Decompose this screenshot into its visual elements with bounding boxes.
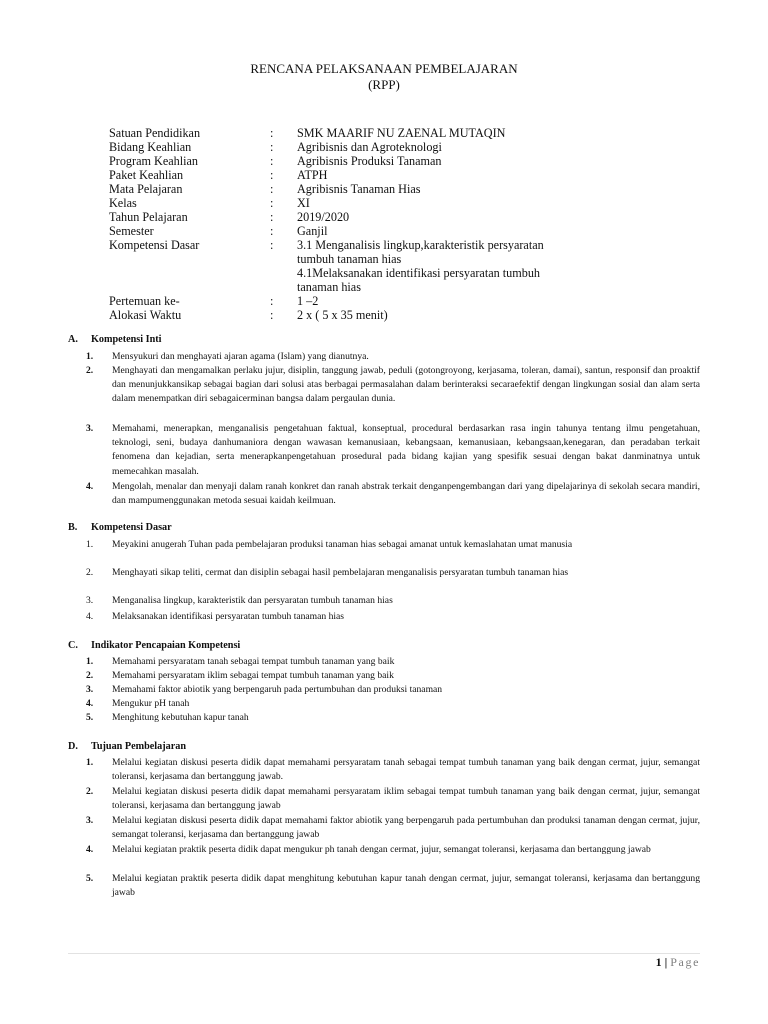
identity-value: 1 –2 <box>297 294 319 308</box>
identity-colon: : <box>270 168 274 182</box>
identity-colon: : <box>270 196 274 210</box>
identity-value: Agribisnis dan Agroteknologi <box>297 140 442 154</box>
identity-label: Kelas <box>109 196 137 210</box>
page-number: 1 <box>655 955 662 969</box>
identity-colon: : <box>270 294 274 308</box>
identity-value: tumbuh tanaman hias <box>297 252 402 266</box>
list-item-text: Menghayati sikap teliti, cermat dan disiplin sebagai hasil pembelajaran menganalisis persyaratan tumbuh tanaman hias <box>112 567 569 578</box>
list-item-text: Mensyukuri dan menghayati ajaran agama (Islam) yang dianutnya. <box>112 351 369 362</box>
section-title: Tujuan Pembelajaran <box>91 741 186 752</box>
identity-colon: : <box>270 238 274 252</box>
section-letter: A. <box>68 334 78 345</box>
identity-value: Agribisnis Produksi Tanaman <box>297 154 442 168</box>
identity-colon: : <box>270 140 274 154</box>
list-item-text: Menghitung kebutuhan kapur tanah <box>112 712 249 723</box>
footer-separator: | <box>664 955 668 969</box>
identity-label: Tahun Pelajaran <box>109 210 188 224</box>
list-item-number: 3. <box>86 815 94 826</box>
identity-label: Alokasi Waktu <box>109 308 182 322</box>
page-footer <box>600 955 700 970</box>
list-item-number: 3. <box>86 423 94 434</box>
list-item-number: 3. <box>86 684 94 695</box>
list-item-text: Menganalisa lingkup, karakteristik dan persyaratan tumbuh tanaman hias <box>112 595 393 606</box>
identity-value: 2019/2020 <box>297 210 350 224</box>
identity-value: Agribisnis Tanaman Hias <box>297 182 421 196</box>
identity-value: 3.1 Menganalisis lingkup,karakteristik persyaratan <box>297 238 544 252</box>
list-item-number: 1. <box>86 539 94 550</box>
identity-value: Ganjil <box>297 224 328 238</box>
section-title: Kompetensi Inti <box>91 334 162 345</box>
list-item-number: 2. <box>86 567 94 578</box>
list-item-text: Meyakini anugerah Tuhan pada pembelajaran produksi tanaman hias sebagai amanat untuk kemaslahatan umat manusia <box>112 539 573 550</box>
section-letter: B. <box>68 522 78 533</box>
list-item-number: 2. <box>86 365 94 376</box>
section-title: Indikator Pencapaian Kompetensi <box>91 640 241 651</box>
section-title: Kompetensi Dasar <box>91 522 172 533</box>
list-item-text: Melalui kegiatan diskusi peserta didik dapat memahami persyaratam iklim sebagai tempat tumbuh tanaman yang baik dengan cermat, jujur, semangat toleransi, kerjasama dan bertanggung jawab <box>112 786 700 812</box>
identity-value: 2 x ( 5 x 35 menit) <box>297 308 388 322</box>
list-item-number: 4. <box>86 481 94 492</box>
list-item-text: Memahami persyaratam tanah sebagai tempat tumbuh tanaman yang baik <box>112 656 395 667</box>
section-letter: C. <box>68 640 78 651</box>
identity-value: SMK MAARIF NU ZAENAL MUTAQIN <box>297 126 506 140</box>
list-item-text: Memahami, menerapkan, menganalisis pengetahuan faktual, konseptual, procedural berdasarkan rasa ingin tahunya tentang ilmu pengetahuan, teknologi, seni, budaya danhumaniora dengan wawasan kemanusiaan, kebangsaan, kemanusiaan, kebangsaan,kenegaran, dan peradaban terkait fenomena dan kejadian, serta menerapkanpengetahuan prosedural pada bidang kajian yang spesifik sesuai dengan bakat danminatnya untuk memecahkan masalah. <box>112 423 700 477</box>
identity-label: Pertemuan ke- <box>109 294 180 308</box>
list-item-text: Melaksanakan identifikasi persyaratan tumbuh tanaman hias <box>112 611 345 622</box>
identity-colon: : <box>270 210 274 224</box>
list-item-text: Melalui kegiatan praktik peserta didik dapat menghitung kebutuhan kapur tanah dengan cermat, jujur, semangat toleransi, kerjasama dan bertanggung jawab <box>112 873 700 899</box>
document-subtitle: (RPP) <box>368 77 400 92</box>
list-item-text: Menghayati dan mengamalkan perlaku jujur, disiplin, tanggung jawab, peduli (gotongroyong, kerjasama, toleran, damai), santun, responsif dan proaktif dan menunjukkansikap sebagai bagian dari solusi atas berbagai permasalahan dalam berinteraksi secaraefektif dengan lingkungan sosial dan alam serta dalam menempatkan diri sebagaicerminan bangsa dalam pergaulan dunia. <box>112 365 700 405</box>
identity-label: Program Keahlian <box>109 154 199 168</box>
list-item-number: 5. <box>86 873 94 884</box>
identity-value: tanaman hias <box>297 280 361 294</box>
list-item-number: 1. <box>86 757 94 768</box>
list-item-number: 4. <box>86 611 94 622</box>
identity-label: Bidang Keahlian <box>109 140 192 154</box>
list-item-text: Memahami persyaratam iklim sebagai tempat tumbuh tanaman yang baik <box>112 670 394 681</box>
identity-colon: : <box>270 224 274 238</box>
document-title: RENCANA PELAKSANAAN PEMBELAJARAN <box>250 61 518 76</box>
list-item-number: 5. <box>86 712 94 723</box>
list-item-number: 2. <box>86 786 94 797</box>
section-letter: D. <box>68 741 78 752</box>
footer-divider <box>68 953 700 954</box>
identity-colon: : <box>270 308 274 322</box>
list-item-number: 1. <box>86 351 94 362</box>
list-item-text: Melalui kegiatan praktik peserta didik dapat mengukur ph tanah dengan cermat, jujur, semangat toleransi, kerjasama dan bertanggung jawab <box>112 844 651 855</box>
list-item-text: Mengolah, menalar dan menyaji dalam ranah konkret dan ranah abstrak terkait denganpengembangan dari yang dipelajarinya di sekolah secara mandiri, dan mampumenggunakan metoda sesuai kaidah keilmuan. <box>112 481 700 507</box>
identity-label: Kompetensi Dasar <box>109 238 200 252</box>
identity-colon: : <box>270 154 274 168</box>
list-item-text: Melalui kegiatan diskusi peserta didik dapat memahami persyaratam tanah sebagai tempat tumbuh tanaman yang baik dengan cermat, jujur, semangat toleransi, kerjasama dan bertanggung jawab. <box>112 757 700 783</box>
list-item-number: 3. <box>86 595 94 606</box>
list-item-number: 2. <box>86 670 94 681</box>
identity-value: ATPH <box>297 168 328 182</box>
identity-colon: : <box>270 182 274 196</box>
list-item-number: 4. <box>86 698 94 709</box>
identity-label: Satuan Pendidikan <box>109 126 201 140</box>
list-item-text: Memahami faktor abiotik yang berpengaruh pada pertumbuhan dan produksi tanaman <box>112 684 443 695</box>
identity-value: 4.1Melaksanakan identifikasi persyaratan tumbuh <box>297 266 541 280</box>
identity-value: XI <box>297 196 310 210</box>
list-item-number: 1. <box>86 656 94 667</box>
page-word: Page <box>670 955 700 969</box>
list-item-text: Melalui kegiatan diskusi peserta didik dapat memahami faktor abiotik yang berpengaruh pada pertumbuhan dan produksi tanaman dengan cermat, jujur, semangat toleransi, kerjasama dan bertanggung jawab <box>112 815 700 841</box>
identity-label: Semester <box>109 224 154 238</box>
identity-label: Paket Keahlian <box>109 168 184 182</box>
identity-colon: : <box>270 126 274 140</box>
list-item-text: Mengukur pH tanah <box>112 698 190 709</box>
list-item-number: 4. <box>86 844 94 855</box>
identity-label: Mata Pelajaran <box>109 182 183 196</box>
